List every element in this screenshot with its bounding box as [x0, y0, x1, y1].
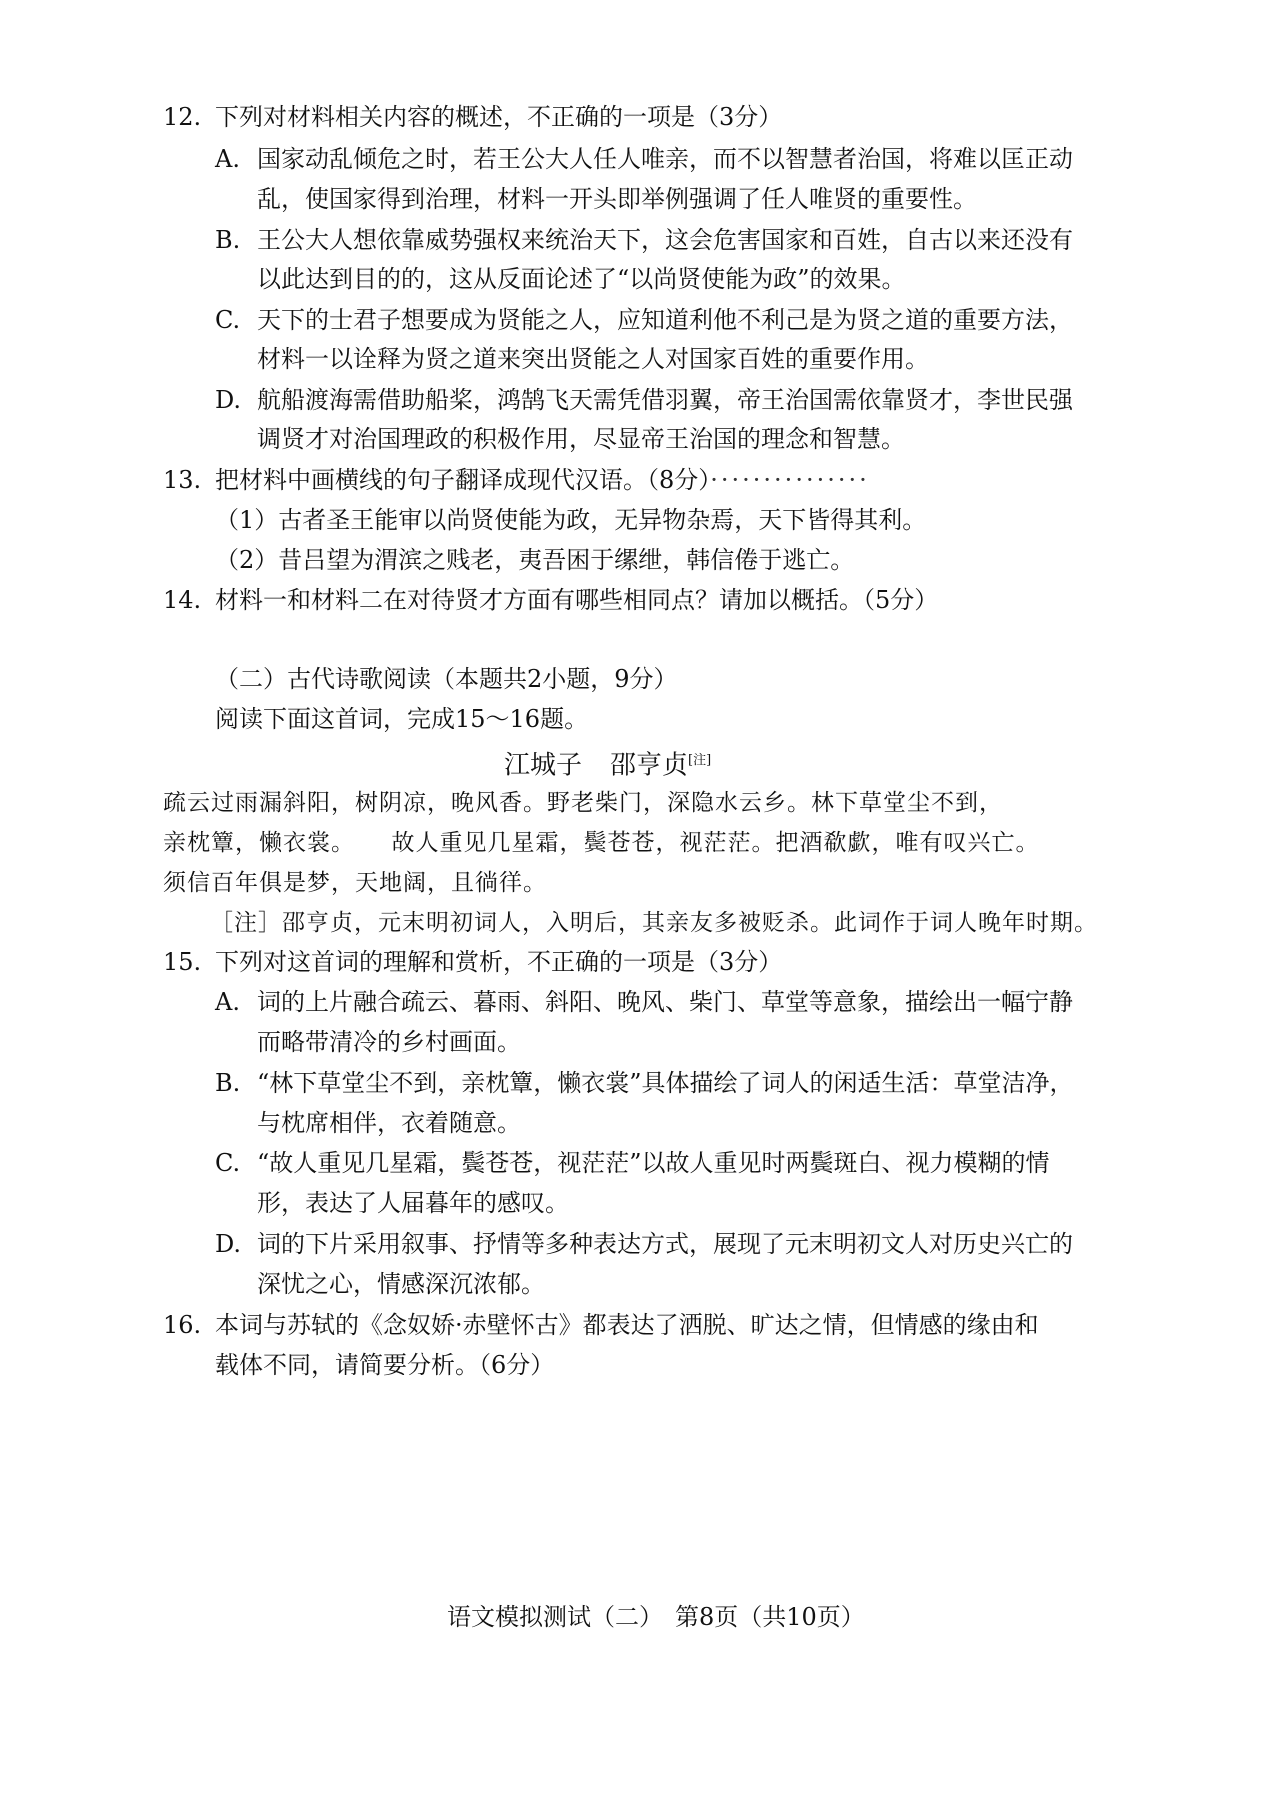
question-number: 12.: [163, 103, 202, 131]
item-text: 昔吕望为渭滨之贱老，夷吾困于缧绁，韩信倦于逃亡。: [278, 546, 855, 574]
option-text: 词的上片融合疏云、暮雨、斜阳、晚风、柴门、草堂等意象，描绘出一幅宁静: [257, 988, 1073, 1016]
option-text: 航船渡海需借助船桨，鸿鹄飞天需凭借羽翼，帝王治国需依靠贤才，李世民强: [257, 386, 1073, 414]
option-text: 国家动乱倾危之时，若王公大人任人唯亲，而不以智慧者治国，将难以匡正动: [257, 145, 1073, 173]
poem-title-line: [504, 744, 711, 783]
question-stem: 材料一和材料二在对待贤才方面有哪些相同点？请加以概括。（5分）: [215, 586, 939, 614]
question-number: 16.: [163, 1311, 202, 1339]
q15-option-d: [215, 1227, 1073, 1261]
q15-option-d-cont: 深忧之心，情感深沉浓郁。: [257, 1270, 545, 1298]
option-label: A.: [215, 988, 240, 1016]
section-instruction: 阅读下面这首词，完成15～16题。: [215, 705, 589, 733]
poem-line-1: 疏云过雨漏斜阳，树阴凉，晚风香。野老柴门，深隐水云乡。林下草堂尘不到，: [163, 790, 1003, 816]
q12-option-a: [215, 142, 1073, 176]
q12-option-c-cont: 材料一以诠释为贤之道来突出贤能之人对国家百姓的重要作用。: [257, 345, 929, 373]
q12-option-a-cont: 乱，使国家得到治理，材料一开头即举例强调了任人唯贤的重要性。: [257, 185, 977, 213]
option-text: “故人重见几星霜，鬓苍苍，视茫茫”以故人重见时两鬓斑白、视力模糊的情: [257, 1149, 1050, 1177]
question-stem: 把材料中画横线的句子翻译成现代汉语。（8分）: [215, 466, 711, 494]
question-12: [163, 100, 782, 134]
page-footer: 语文模拟测试（二） 第8页（共10页）: [447, 1603, 865, 1631]
q15-option-a-cont: 而略带清冷的乡村画面。: [257, 1028, 521, 1056]
q15-option-b-cont: 与枕席相伴，衣着随意。: [257, 1109, 521, 1137]
q12-option-b: [215, 223, 1073, 257]
question-stem: 下列对材料相关内容的概述，不正确的一项是（3分）: [215, 103, 783, 131]
q13-item-2: [215, 543, 854, 577]
option-text: 天下的士君子想要成为贤能之人，应知道利他不利己是为贤之道的重要方法，: [257, 306, 1073, 334]
section-heading: （二）古代诗歌阅读（本题共2小题，9分）: [215, 665, 678, 693]
q15-option-c-cont: 形，表达了人届暮年的感叹。: [257, 1189, 569, 1217]
question-13: [163, 463, 870, 497]
q12-option-c: [215, 303, 1073, 337]
question-16-cont: 载体不同，请简要分析。（6分）: [215, 1351, 555, 1379]
option-label: B.: [215, 226, 241, 254]
question-stem: 下列对这首词的理解和赏析，不正确的一项是（3分）: [215, 948, 783, 976]
option-label: C.: [215, 306, 241, 334]
q12-option-d: [215, 383, 1073, 417]
option-text: “林下草堂尘不到，亲枕簟，懒衣裳”具体描绘了词人的闲适生活：草堂洁净，: [257, 1069, 1074, 1097]
question-16: [163, 1308, 1039, 1342]
poem-line-3: 须信百年俱是梦，天地阔，且徜徉。: [163, 870, 547, 896]
q13-item-1: [215, 503, 926, 537]
item-text: 古者圣王能审以尚贤使能为政，无异物杂焉，天下皆得其利。: [278, 506, 927, 534]
option-label: D.: [215, 386, 242, 414]
question-number: 15.: [163, 948, 202, 976]
poem-line-2: 亲枕簟，懒衣裳。 故人重见几星霜，鬓苍苍，视茫茫。把酒欷歔，唯有叹兴亡。: [163, 830, 1040, 856]
poem-note: ［注］邵亨贞，元末明初词人，入明后，其亲友多被贬杀。此词作于词人晚年时期。: [210, 910, 1098, 936]
item-label: （1）: [215, 506, 279, 534]
note-mark: [注]: [688, 753, 712, 768]
question-stem: 本词与苏轼的《念奴娇·赤壁怀古》都表达了洒脱、旷达之情，但情感的缘由和: [215, 1311, 1039, 1339]
q12-option-d-cont: 调贤才对治国理政的积极作用，尽显帝王治国的理念和智慧。: [257, 425, 905, 453]
option-text: 词的下片采用叙事、抒情等多种表达方式，展现了元末明初文人对历史兴亡的: [257, 1230, 1073, 1258]
poem-author: 邵亨贞: [610, 750, 689, 781]
poem-title: 江城子: [504, 750, 583, 781]
q15-option-c: [215, 1146, 1050, 1180]
q15-option-a: [215, 985, 1073, 1019]
question-number: 13.: [163, 466, 202, 494]
q12-option-b-cont: 以此达到目的的，这从反面论述了“以尚贤使能为政”的效果。: [257, 265, 906, 293]
option-label: D.: [215, 1230, 242, 1258]
question-14: [163, 583, 938, 617]
question-number: 14.: [163, 586, 202, 614]
question-15: [163, 945, 782, 979]
dot-leader: ···············: [710, 466, 870, 494]
q15-option-b: [215, 1066, 1074, 1100]
option-label: B.: [215, 1069, 241, 1097]
item-label: （2）: [215, 546, 279, 574]
option-label: C.: [215, 1149, 241, 1177]
option-text: 王公大人想依靠威势强权来统治天下，这会危害国家和百姓，自古以来还没有: [257, 226, 1073, 254]
option-label: A.: [215, 145, 240, 173]
